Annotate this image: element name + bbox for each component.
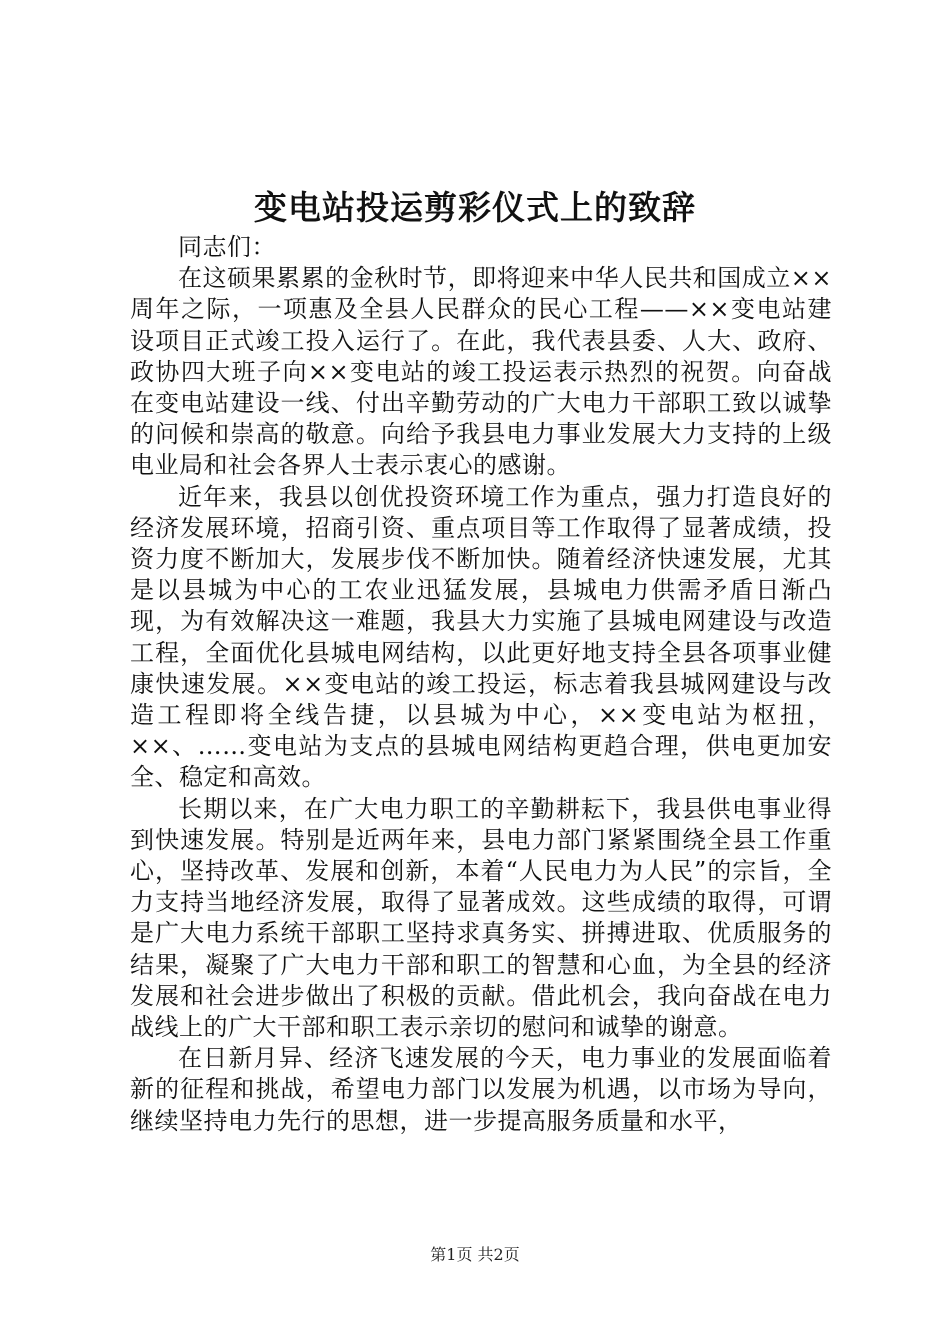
paragraph-4: 在日新月异、经济飞速发展的今天，电力事业的发展面临着新的征程和挑战，希望电力部门以发展为机遇，以市场为导向，继续坚持电力先行的思想，进一步提高服务质量和水平， (130, 1044, 832, 1135)
page-number: 第1页 共2页 (430, 1245, 520, 1264)
document-body (130, 232, 832, 1137)
document-title: 变电站投运剪彩仪式上的致辞 (254, 188, 696, 227)
paragraph-1: 在这硕果累累的金秋时节，即将迎来中华人民共和国成立××周年之际，一项惠及全县人民群众的民心工程——××变电站建设项目正式竣工投入运行了。在此，我代表县委、人大、政府、政协四大班子向××变电站的竣工投运表示热烈的祝贺。向奋战在变电站建设一线、付出辛勤劳动的广大电力干部职工致以诚挚的问候和崇高的敬意。向给予我县电力事业发展大力支持的上级电业局和社会各界人士表示衷心的感谢。 (130, 264, 832, 480)
page-footer (0, 1243, 950, 1267)
paragraph-3: 长期以来，在广大电力职工的辛勤耕耘下，我县供电事业得到快速发展。特别是近两年来，县电力部门紧紧围绕全县工作重心，坚持改革、发展和创新，本着“人民电力为人民”的宗旨，全力支持当地经济发展，取得了显著成效。这些成绩的取得，可谓是广大电力系统干部职工坚持求真务实、拼搏进取、优质服务的结果，凝聚了广大电力干部和职工的智慧和心血，为全县的经济发展和社会进步做出了积极的贡献。借此机会，我向奋战在电力战线上的广大干部和职工表示亲切的慰问和诚挚的谢意。 (130, 794, 832, 1042)
paragraph-2: 近年来，我县以创优投资环境工作为重点，强力打造良好的经济发展环境，招商引资、重点项目等工作取得了显著成绩，投资力度不断加大，发展步伐不断加快。随着经济快速发展，尤其是以县城为中心的工农业迅猛发展，县城电力供需矛盾日渐凸现，为有效解决这一难题，我县大力实施了县城电网建设与改造工程，全面优化县城电网结构，以此更好地支持全县各项事业健康快速发展。××变电站的竣工投运，标志着我县城网建设与改造工程即将全线告捷，以县城为中心，××变电站为枢扭，××、……变电站为支点的县城电网结构更趋合理，供电更加安全、稳定和高效。 (130, 482, 832, 792)
salutation: 同志们： (178, 233, 276, 261)
